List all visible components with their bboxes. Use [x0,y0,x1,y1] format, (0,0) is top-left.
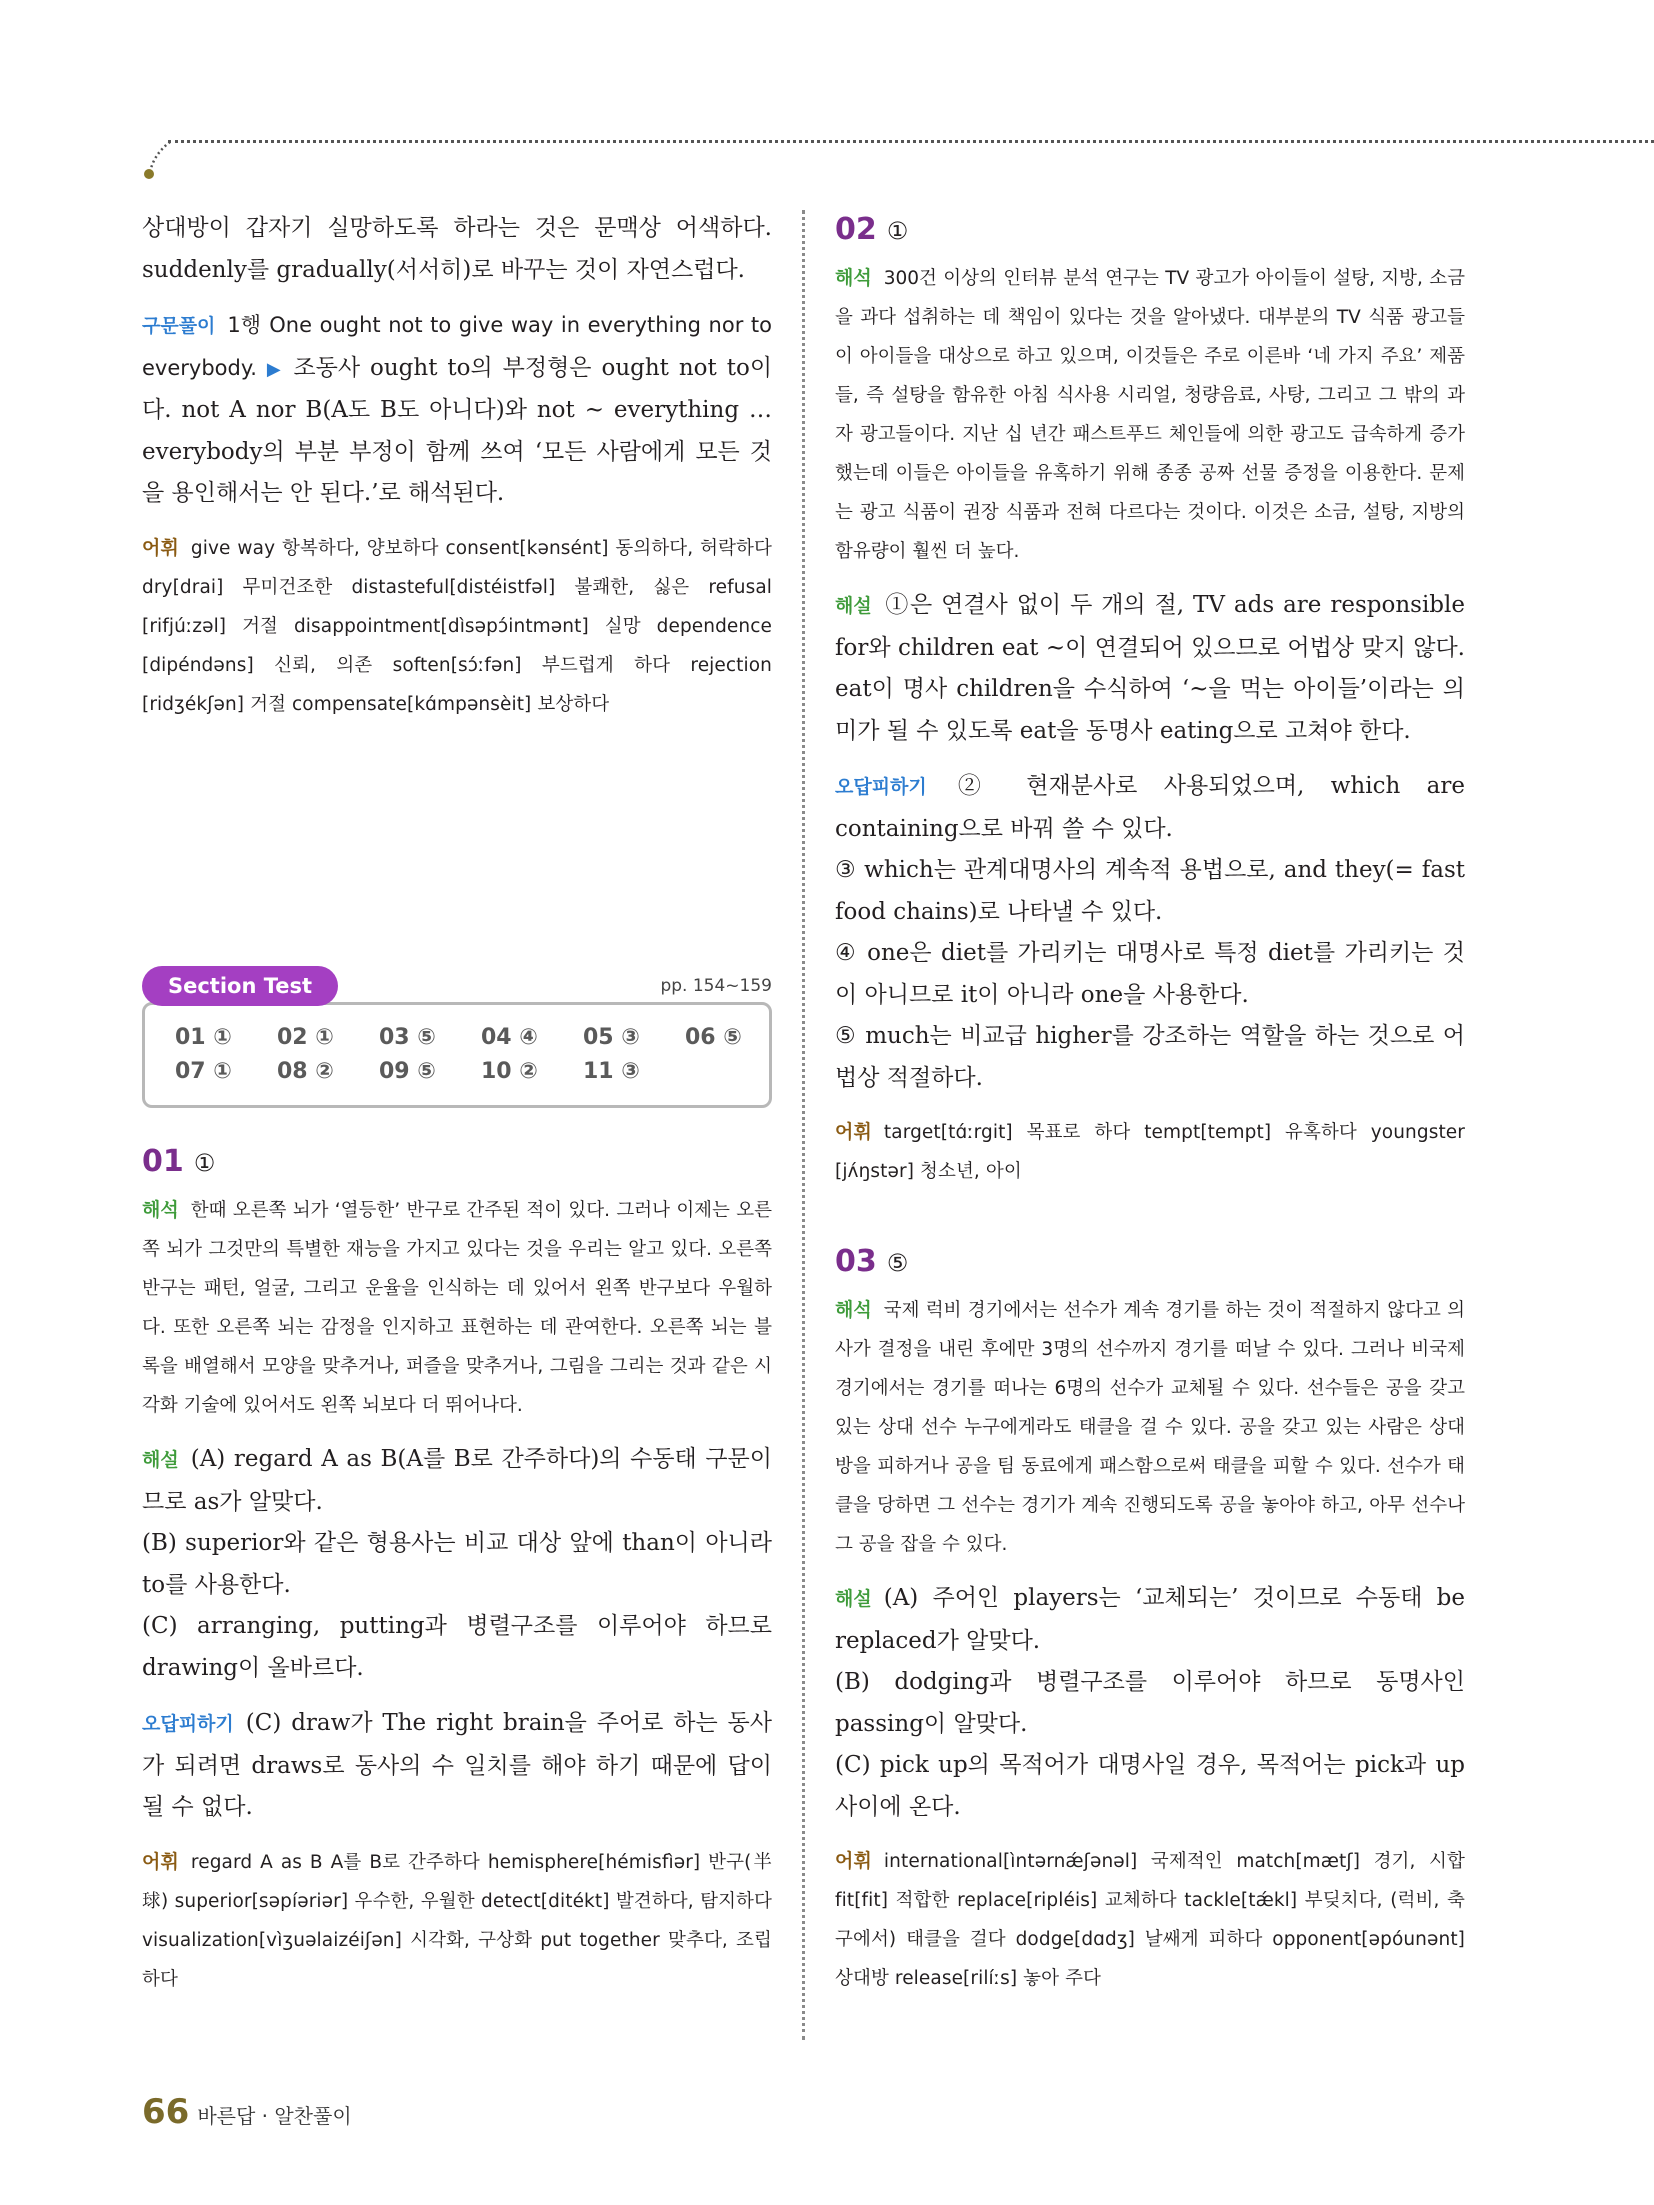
explanation-b: (B) superior와 같은 형용사는 비교 대상 앞에 than이 아니라 to를 사용한다. [142,1530,772,1598]
explanation-paragraph [835,1578,1465,1662]
wrong-answer-label: 오답피하기 [835,776,927,798]
section-test-answer-box [142,1002,772,1108]
wrong-answer-paragraph [835,766,1465,850]
vocab-label: 어휘 [835,1850,872,1872]
question-answer: ① [193,1149,216,1177]
explanation-c: (C) pick up의 목적어가 대명사일 경우, 목적어는 pick과 up 사이에 온다. [835,1752,1465,1820]
syntax-paragraph [142,305,772,515]
explanation-label: 해설 [835,595,872,617]
explanation-b: (B) dodging과 병렬구조를 이루어야 하므로 동명사인 passing이 알맞다. [835,1669,1465,1737]
answer-item: 07 ① [175,1059,232,1084]
translation-paragraph [835,259,1465,571]
question-number [142,1140,772,1185]
question-number [835,1240,1465,1285]
question-number-text: 03 [835,1244,877,1279]
answer-item: 05 ③ [583,1025,640,1050]
translation-label: 해석 [142,1199,179,1221]
answer-grid [175,1023,787,1087]
explanation-paragraph [835,585,1465,752]
explanation-c: (C) arranging, putting과 병렬구조를 이루어야 하므로 drawing이 올바르다. [142,1613,772,1681]
question-number-text: 01 [142,1144,184,1179]
answer-item: 03 ⑤ [379,1025,436,1050]
vocab-label: 어휘 [142,1850,179,1873]
translation-text: 한때 오른쪽 뇌가 ‘열등한’ 반구로 간주된 적이 있다. 그러나 이제는 오른쪽 뇌가 그것만의 특별한 재능을 가지고 있다는 것을 우리는 알고 있다. 오른쪽 반구는 패턴, 얼굴, 그리고 운율을 인식하는 데 있어서 왼쪽 반구보다 우월하다. 또한 오른쪽 뇌는 감정을 인지하고 표현하는 데 관여한다. 오른쪽 뇌는 블록을 배열해서 모양을 맞추거나, 퍼즐을 맞추거나, 그림을 그리는 것과 같은 시각화 기술에 있어서도 왼쪽 뇌보다 더 뛰어나다. [142,1200,772,1416]
translation-text: 국제 럭비 경기에서는 선수가 계속 경기를 하는 것이 적절하지 않다고 의사가 결정을 내린 후에만 3명의 선수까지 경기를 떠날 수 있다. 그러나 비국제 경기에서는 경기를 떠나는 6명의 선수가 교체될 수 있다. 선수들은 공을 갖고 있는 상대 선수 누구에게라도 태클을 걸 수 있다. 공을 갖고 있는 사람은 상대방을 피하거나 공을 팀 동료에게 패스함으로써 태클을 피할 수 있다. 선수가 태클을 당하면 그 선수는 경기가 계속 진행되도록 공을 놓아야 하고, 아무 선수나 그 공을 잡을 수 있다. [835,1300,1465,1555]
page-number: 66 [142,2092,190,2132]
explanation-label: 해설 [835,1588,872,1610]
column-divider [802,210,805,2040]
wrong-answer-4: ④ one은 diet를 가리키는 대명사로 특정 diet를 가리키는 것이 아니므로 it이 아니라 one을 사용한다. [835,940,1465,1008]
explanation-paragraph [142,1439,772,1523]
question-answer: ⑤ [886,1249,909,1277]
book-title: 바른답 · 알찬풀이 [197,2104,352,2128]
vocab-paragraph [835,1113,1465,1191]
translation-text: 300건 이상의 인터뷰 분석 연구는 TV 광고가 아이들이 설탕, 지방, 소금을 과다 섭취하는 데 책임이 있다는 것을 알아냈다. 대부분의 TV 식품 광고들이 아이들을 대상으로 하고 있으며, 이것들은 주로 이른바 ‘네 가지 주요’ 제품들, 즉 설탕을 함유한 아침 식사용 시리얼, 청량음료, 사탕, 그리고 그 밖의 과자 광고들이다. 지난 십 년간 패스트푸드 체인들에 의한 광고도 급속하게 증가했는데 이들은 아이들을 유혹하기 위해 종종 공짜 선물 증정을 이용한다. 문제는 광고 식품이 권장 식품과 전혀 다르다는 것이다. 이것은 소금, 설탕, 지방의 함유량이 훨씬 더 높다. [835,268,1465,562]
syntax-sentence: One ought not to give way in everything nor to everybody. [142,313,772,380]
answer-item: 09 ⑤ [379,1059,436,1084]
syntax-note: 조동사 ought to의 부정형은 ought not to이다. not A nor B(A도 B도 아니다)와 not ~ everything … everybody의 부분 부정이 함께 쓰여 ‘모든 사람에게 모든 것을 용인해서는 안 된다.’로 해석된다. [142,354,773,506]
explanation-label: 해설 [142,1449,179,1471]
vocab-text: give way 항복하다, 양보하다 consent[kənsént] 동의하다, 허락하다 dry[drai] 무미건조한 distasteful[distéistfəl] 불쾌한, 싫은 refusal [rifjúːzəl] 거절 disappointment[dìsəpɔ́intmənt] 실망 dependence [dipéndəns] 신뢰, 의존 soften[sɔ́ːfən] 부드럽게 하다 rejection [ridʒékʃən] 거절 compensate[kɑ́mpənsèit] 보상하다 [142,537,772,715]
explanation-a: (A) 주어인 players는 ‘교체되는’ 것이므로 수동태 be replaced가 알맞다. [835,1585,1465,1654]
vocab-label: 어휘 [142,536,179,559]
wrong-answer-paragraph [142,1703,772,1829]
intro-paragraph: 상대방이 갑자기 실망하도록 하라는 것은 문맥상 어색하다. suddenly를 gradually(서서히)로 바꾸는 것이 자연스럽다. [142,215,772,283]
section-test-pages: pp. 154~159 [660,976,772,996]
answer-item: 11 ③ [583,1059,640,1084]
wrong-answer-label: 오답피하기 [142,1713,234,1735]
wrong-answer-3: ③ which는 관계대명사의 계속적 용법으로, and they(= fast food chains)로 나타낼 수 있다. [835,857,1465,925]
vocab-paragraph [835,1842,1465,1998]
explanation-text: ①은 연결사 없이 두 개의 절, TV ads are responsible for와 children eat ~이 연결되어 있으므로 어법상 맞지 않다. eat이 명사 children을 수식하여 ‘~을 먹는 아이들’이라는 의미가 될 수 있도록 eat을 동명사 eating으로 고쳐야 한다. [835,592,1465,744]
answer-item: 06 ⑤ [685,1025,742,1050]
answer-item: 01 ① [175,1025,232,1050]
vocab-text: regard A as B A를 B로 간주하다 hemisphere[hémisfìər] 반구(半球) superior[səpíəriər] 우수한, 우월한 detect[ditékt] 발견하다, 탐지하다 visualization[vìʒuəlaizéiʃən] 시각화, 구상화 put together 맞추다, 조립하다 [142,1851,772,1990]
vocab-label: 어휘 [835,1121,872,1143]
translation-label: 해석 [835,1299,872,1321]
top-decorative-line [168,140,1654,143]
question-number-text: 02 [835,212,877,247]
explanation-a: (A) regard A as B(A를 B로 간주하다)의 수동태 구문이므로 as가 알맞다. [142,1446,772,1515]
page-footer [142,2092,352,2132]
question-03-block [835,1240,1465,1998]
vocab-paragraph [142,529,772,724]
answer-item: 10 ② [481,1059,538,1084]
answer-item: 02 ① [277,1025,334,1050]
question-02-block [835,208,1465,1191]
arrow-icon: ▶ [266,358,284,380]
answer-item: 08 ② [277,1059,334,1084]
left-column [142,208,772,724]
translation-paragraph [142,1191,772,1425]
syntax-label: 구문풀이 [142,315,216,337]
vocab-text: target[tɑ́ːrgit] 목표로 하다 tempt[tempt] 유혹하다 youngster [jʌ́ŋstər] 청소년, 아이 [835,1122,1465,1182]
answer-item: 04 ④ [481,1025,538,1050]
wrong-answer-5: ⑤ much는 비교급 higher를 강조하는 역할을 하는 것으로 어법상 적절하다. [835,1023,1465,1091]
vocab-paragraph [142,1843,772,1999]
translation-paragraph [835,1291,1465,1564]
section-test-panel [142,962,772,1112]
decorative-dot-icon [140,140,180,180]
question-answer: ① [886,217,909,245]
question-01-block [142,1140,772,1999]
wrong-answer-2: ② 현재분사로 사용되었으며, which are containing으로 바꿔 쓸 수 있다. [835,773,1465,842]
syntax-line: 1행 [227,313,262,337]
translation-label: 해석 [835,267,872,289]
question-number [835,208,1465,253]
wrong-answer-text: (C) draw가 The right brain을 주어로 하는 동사가 되려면 draws로 동사의 수 일치를 해야 하기 때문에 답이 될 수 없다. [142,1710,772,1820]
section-test-badge: Section Test [142,966,338,1006]
vocab-text: international[ìntərnǽʃənəl] 국제적인 match[mætʃ] 경기, 시합 fit[fit] 적합한 replace[ripléis] 교체하다 tackle[tǽkl] 부딪치다, (럭비, 축구에서) 태클을 걸다 dodge[dɑdʒ] 날쌔게 피하다 opponent[əpóunənt] 상대방 release[rilíːs] 놓아 주다 [835,1851,1465,1989]
